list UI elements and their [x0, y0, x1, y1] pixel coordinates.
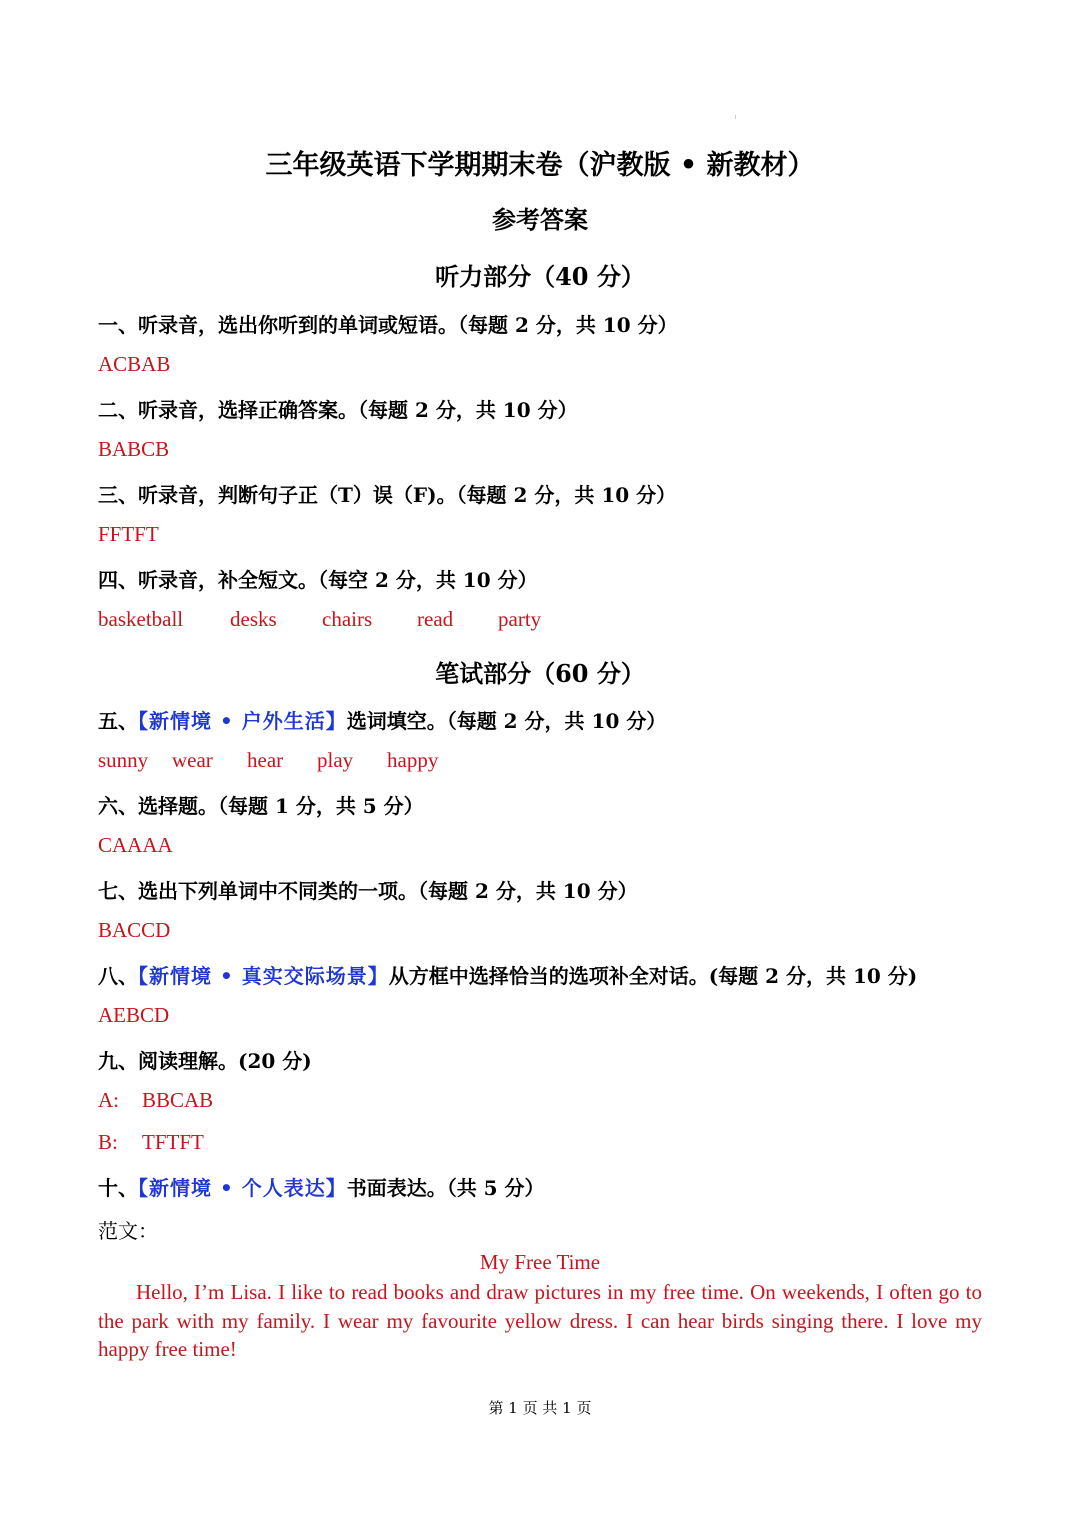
answer-6: CAAAA: [98, 833, 173, 857]
answer-9a-label: A:: [98, 1088, 119, 1112]
question-5-prefix: 五、: [98, 709, 138, 733]
listening-section-heading: 听力部分（40 分）: [435, 262, 645, 291]
question-6: 六、选择题。（每题 1 分，共 5 分）: [98, 794, 424, 818]
answer-2: BABCB: [98, 437, 170, 461]
answer-9a: [98, 1088, 213, 1113]
page-title: 三年级英语下学期期末卷（沪教版 • 新教材）: [265, 150, 815, 181]
answer-key-heading: 参考答案: [492, 205, 588, 234]
answer-4-word: basketball: [98, 607, 184, 631]
page-footer: 第 1 页 共 1 页: [488, 1399, 592, 1417]
question-3: 三、听录音，判断句子正（T）误（F)。（每题 2 分，共 10 分）: [98, 483, 677, 507]
answer-8: AEBCD: [98, 1003, 170, 1027]
answer-4-row: [98, 607, 541, 632]
answer-5-word: play: [317, 748, 354, 772]
question-5-text: 选词填空。（每题 2 分，共 10 分）: [346, 709, 667, 733]
answer-9a-value: BBCAB: [142, 1088, 214, 1112]
answer-5-row: [98, 748, 438, 773]
question-5: [98, 705, 666, 734]
answer-3: FFTFT: [98, 522, 159, 546]
answer-9b-value: TFTFT: [142, 1130, 204, 1154]
question-10-text: 书面表达。（共 5 分）: [346, 1176, 545, 1200]
scan-mark: [735, 115, 736, 119]
answer-4-word: chairs: [322, 607, 373, 631]
answer-1: ACBAB: [98, 352, 171, 376]
question-8: [98, 960, 917, 989]
written-section-heading: 笔试部分（60 分）: [435, 659, 645, 688]
answer-5-word: wear: [172, 748, 213, 772]
question-4: 四、听录音，补全短文。（每空 2 分，共 10 分）: [98, 568, 538, 592]
question-9: 九、阅读理解。(20 分): [98, 1049, 312, 1073]
sample-essay-label: 范文：: [98, 1219, 158, 1243]
answer-4-word: party: [498, 607, 542, 631]
answer-9b: [98, 1130, 204, 1155]
question-10: [98, 1172, 545, 1201]
question-8-text: 从方框中选择恰当的选项补全对话。(每题 2 分，共 10 分): [388, 964, 918, 988]
question-10-prefix: 十、: [98, 1176, 138, 1200]
answer-5-word: hear: [247, 748, 284, 772]
question-5-context-tag: 【新情境 • 户外生活】: [138, 709, 347, 733]
question-10-context-tag: 【新情境 • 个人表达】: [138, 1176, 347, 1200]
question-8-prefix: 八、: [98, 964, 138, 988]
essay-body: Hello, I’m Lisa. I like to read books and draw pictures in my free time. On weekends, I often go to the park with my family. I wear my favourite yellow dress. I can hear birds singing there. I love my happy free time!: [98, 1280, 982, 1361]
question-2: 二、听录音，选择正确答案。（每题 2 分，共 10 分）: [98, 398, 578, 422]
question-7: 七、选出下列单词中不同类的一项。（每题 2 分，共 10 分）: [98, 879, 638, 903]
answer-5-word: sunny: [98, 748, 149, 772]
answer-4-word: desks: [230, 607, 277, 631]
essay-title: My Free Time: [479, 1250, 601, 1274]
answer-4-word: read: [417, 607, 454, 631]
question-1: 一、听录音，选出你听到的单词或短语。（每题 2 分，共 10 分）: [98, 313, 678, 337]
answer-5-word: happy: [387, 748, 439, 772]
answer-7: BACCD: [98, 918, 171, 942]
answer-9b-label: B:: [98, 1130, 118, 1154]
question-8-context-tag: 【新情境 • 真实交际场景】: [138, 964, 389, 988]
